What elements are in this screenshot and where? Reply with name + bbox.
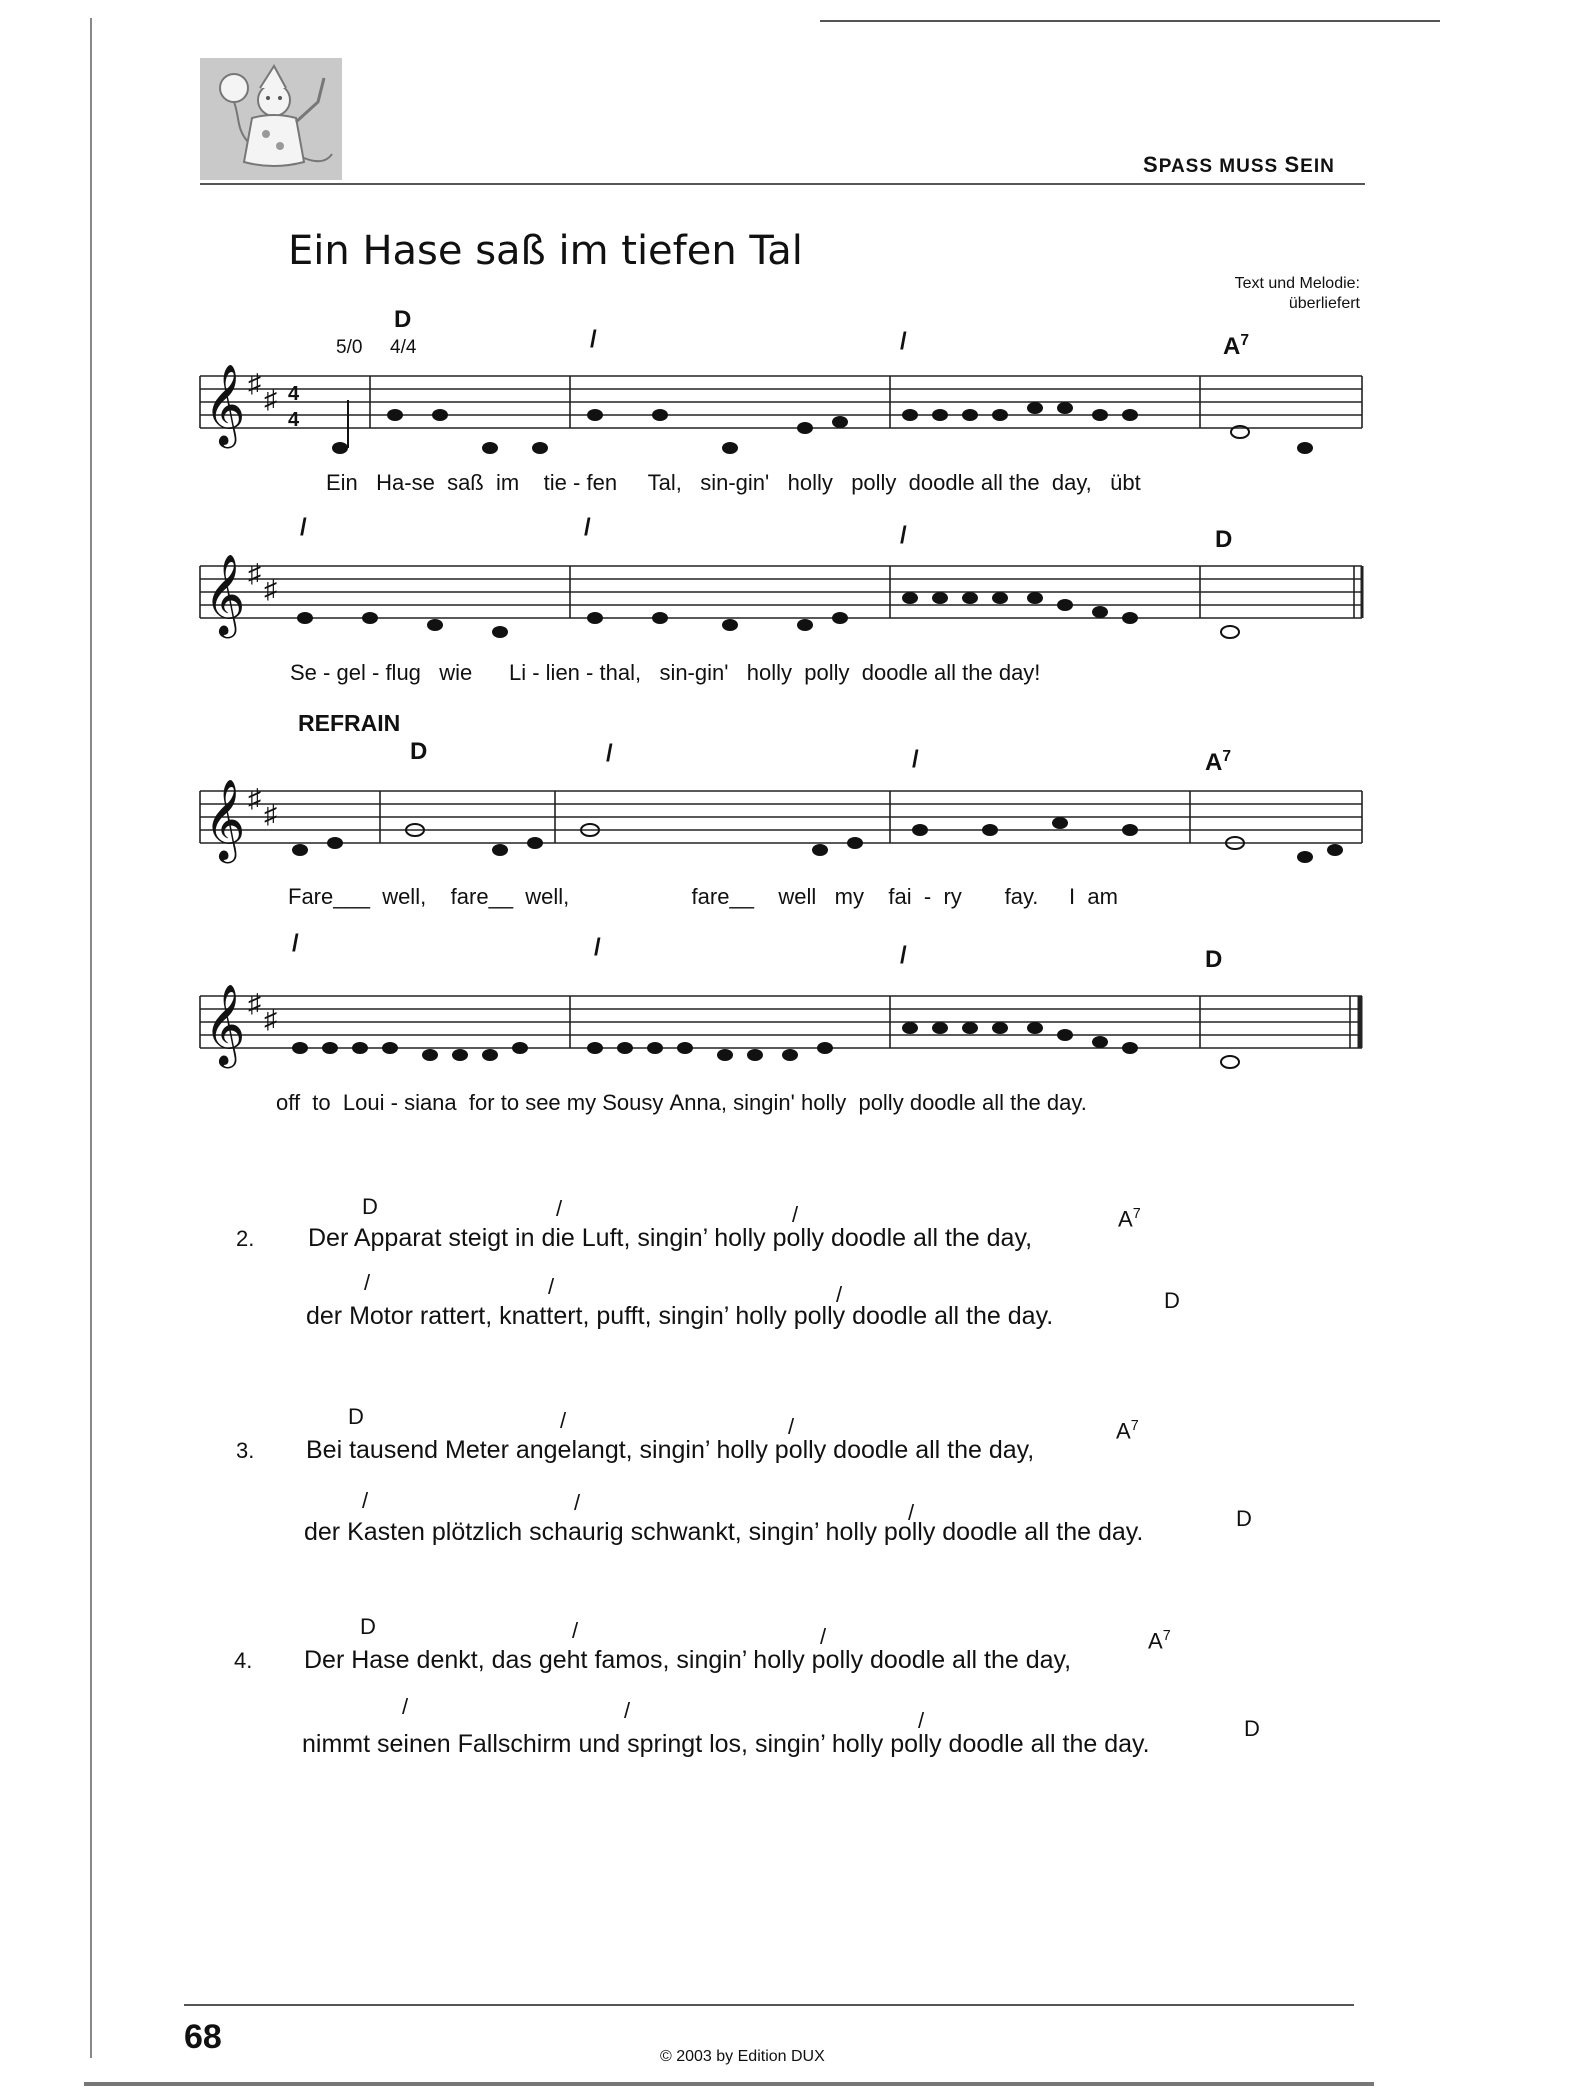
verse-chord: / bbox=[556, 1196, 563, 1221]
footer-bottom-rule bbox=[84, 2082, 1374, 2086]
verse-chord: $A^7$ bbox=[1118, 1206, 1141, 1232]
song-title: Ein Hase saß im tiefen Tal bbox=[288, 228, 803, 274]
svg-text:♯: ♯ bbox=[248, 368, 261, 398]
svg-text:𝄞: 𝄞 bbox=[204, 363, 246, 445]
verse-line: Bei tausend Meter angelangt, singin’ holly polly doodle all the day, bbox=[306, 1436, 1035, 1464]
chord: D bbox=[1215, 526, 1233, 553]
verse-line: Der Hase denkt, das geht famos, singin’ holly polly doodle all the day, bbox=[304, 1646, 1072, 1674]
section-title: SPASS MUSS SEIN bbox=[1143, 152, 1335, 177]
verse-chord: / bbox=[362, 1488, 369, 1513]
verse-line: der Kasten plötzlich schaurig schwankt, singin’ holly polly doodle all the day. bbox=[304, 1518, 1144, 1546]
left-margin-line bbox=[90, 18, 92, 2058]
verse-chord: $A^7$ bbox=[1116, 1418, 1139, 1444]
verse-chord: D bbox=[348, 1404, 364, 1429]
verse-number: 2. bbox=[236, 1226, 255, 1251]
verse-chord: / bbox=[548, 1274, 555, 1299]
verse-chord: / bbox=[788, 1414, 795, 1439]
music-staff-3 bbox=[200, 778, 1370, 895]
verse-chord: / bbox=[574, 1490, 581, 1515]
verse-chord: / bbox=[836, 1282, 843, 1307]
music-staff-4 bbox=[200, 983, 1370, 1100]
verse-chord: / bbox=[624, 1698, 631, 1723]
verse-number: 4. bbox=[234, 1648, 253, 1673]
lyrics-line-3: Fare___ well, fare__ well, fare__ well my fai - ry fay. I am bbox=[288, 884, 1118, 909]
chord: / bbox=[300, 514, 307, 541]
verse-chord: D bbox=[1236, 1506, 1252, 1531]
verse-chord: / bbox=[402, 1694, 409, 1719]
verse-chord: / bbox=[560, 1408, 567, 1433]
lyrics-line-2: Se - gel - flug wie Li - lien - thal, sin-gin' holly polly doodle all the day! bbox=[290, 660, 1041, 685]
chord: $A^7$ bbox=[1223, 332, 1250, 360]
svg-text:𝄞: 𝄞 bbox=[204, 778, 246, 860]
svg-text:♯: ♯ bbox=[264, 384, 277, 414]
verse-line: nimmt seinen Fallschirm und springt los, singin’ holly polly doodle all the day. bbox=[302, 1730, 1150, 1758]
credit-line-1: Text und Melodie: bbox=[1234, 275, 1360, 292]
chord: / bbox=[912, 746, 919, 773]
verse-chord: / bbox=[572, 1618, 579, 1643]
song-credit bbox=[1160, 274, 1360, 314]
clown-with-balloon-illustration bbox=[200, 58, 342, 180]
svg-text:♯: ♯ bbox=[264, 799, 277, 829]
music-staff-2 bbox=[200, 553, 1370, 670]
chord: / bbox=[900, 522, 907, 549]
music-staff-1 bbox=[200, 363, 1370, 480]
chord: / bbox=[292, 930, 299, 957]
svg-text:♯: ♯ bbox=[264, 1004, 277, 1034]
verse-chord: D bbox=[362, 1194, 378, 1219]
svg-text:𝄞: 𝄞 bbox=[204, 553, 246, 635]
chord: / bbox=[584, 514, 591, 541]
verse-number: 3. bbox=[236, 1438, 255, 1463]
verse-chord: / bbox=[918, 1708, 925, 1733]
verse-chord: / bbox=[820, 1624, 827, 1649]
svg-text:♯: ♯ bbox=[264, 574, 277, 604]
credit-line-2: überliefert bbox=[1288, 295, 1360, 312]
verse-chord: $A^7$ bbox=[1148, 1628, 1171, 1654]
chord: / bbox=[606, 740, 613, 767]
verse-chord: / bbox=[908, 1500, 915, 1525]
tempo-marking-left: 5/0 bbox=[336, 337, 363, 358]
chord: D bbox=[394, 306, 412, 333]
copyright: © 2003 by Edition DUX bbox=[660, 2048, 825, 2065]
svg-text:𝄞: 𝄞 bbox=[204, 983, 246, 1065]
tempo-marking-right: 4/4 bbox=[390, 337, 417, 358]
verse-chord: / bbox=[792, 1202, 799, 1227]
svg-text:♯: ♯ bbox=[248, 988, 261, 1018]
top-right-rule bbox=[820, 20, 1440, 22]
verse-chord: D bbox=[1244, 1716, 1260, 1741]
verse-line: der Motor rattert, knattert, pufft, singin’ holly polly doodle all the day. bbox=[306, 1302, 1054, 1330]
page-number: 68 bbox=[184, 2018, 222, 2056]
chord: / bbox=[590, 326, 597, 353]
chord: D bbox=[410, 738, 428, 765]
svg-text:♯: ♯ bbox=[248, 783, 261, 813]
verse-chord: D bbox=[1164, 1288, 1180, 1313]
verse-chord: / bbox=[364, 1270, 371, 1295]
verse-line: Der Apparat steigt in die Luft, singin’ holly polly doodle all the day, bbox=[308, 1224, 1033, 1252]
chord: / bbox=[900, 942, 907, 969]
svg-text:♯: ♯ bbox=[248, 558, 261, 588]
chord: / bbox=[594, 934, 601, 961]
chord: / bbox=[900, 328, 907, 355]
footer-rule bbox=[184, 2004, 1354, 2006]
refrain-label: REFRAIN bbox=[298, 710, 401, 736]
header-rule bbox=[200, 183, 1365, 185]
svg-text:4: 4 bbox=[288, 383, 300, 405]
chord: D bbox=[1205, 946, 1223, 973]
verse-chord: D bbox=[360, 1614, 376, 1639]
lyrics-line-1: Ein Ha-se saß im tie - fen Tal, sin-gin' holly polly doodle all the day, übt bbox=[326, 470, 1141, 495]
svg-text:4: 4 bbox=[288, 409, 300, 431]
lyrics-line-4: off to Loui - siana for to see my Sousy Anna, singin' holly polly doodle all the day. bbox=[276, 1090, 1087, 1115]
chord: $A^7$ bbox=[1205, 748, 1232, 776]
